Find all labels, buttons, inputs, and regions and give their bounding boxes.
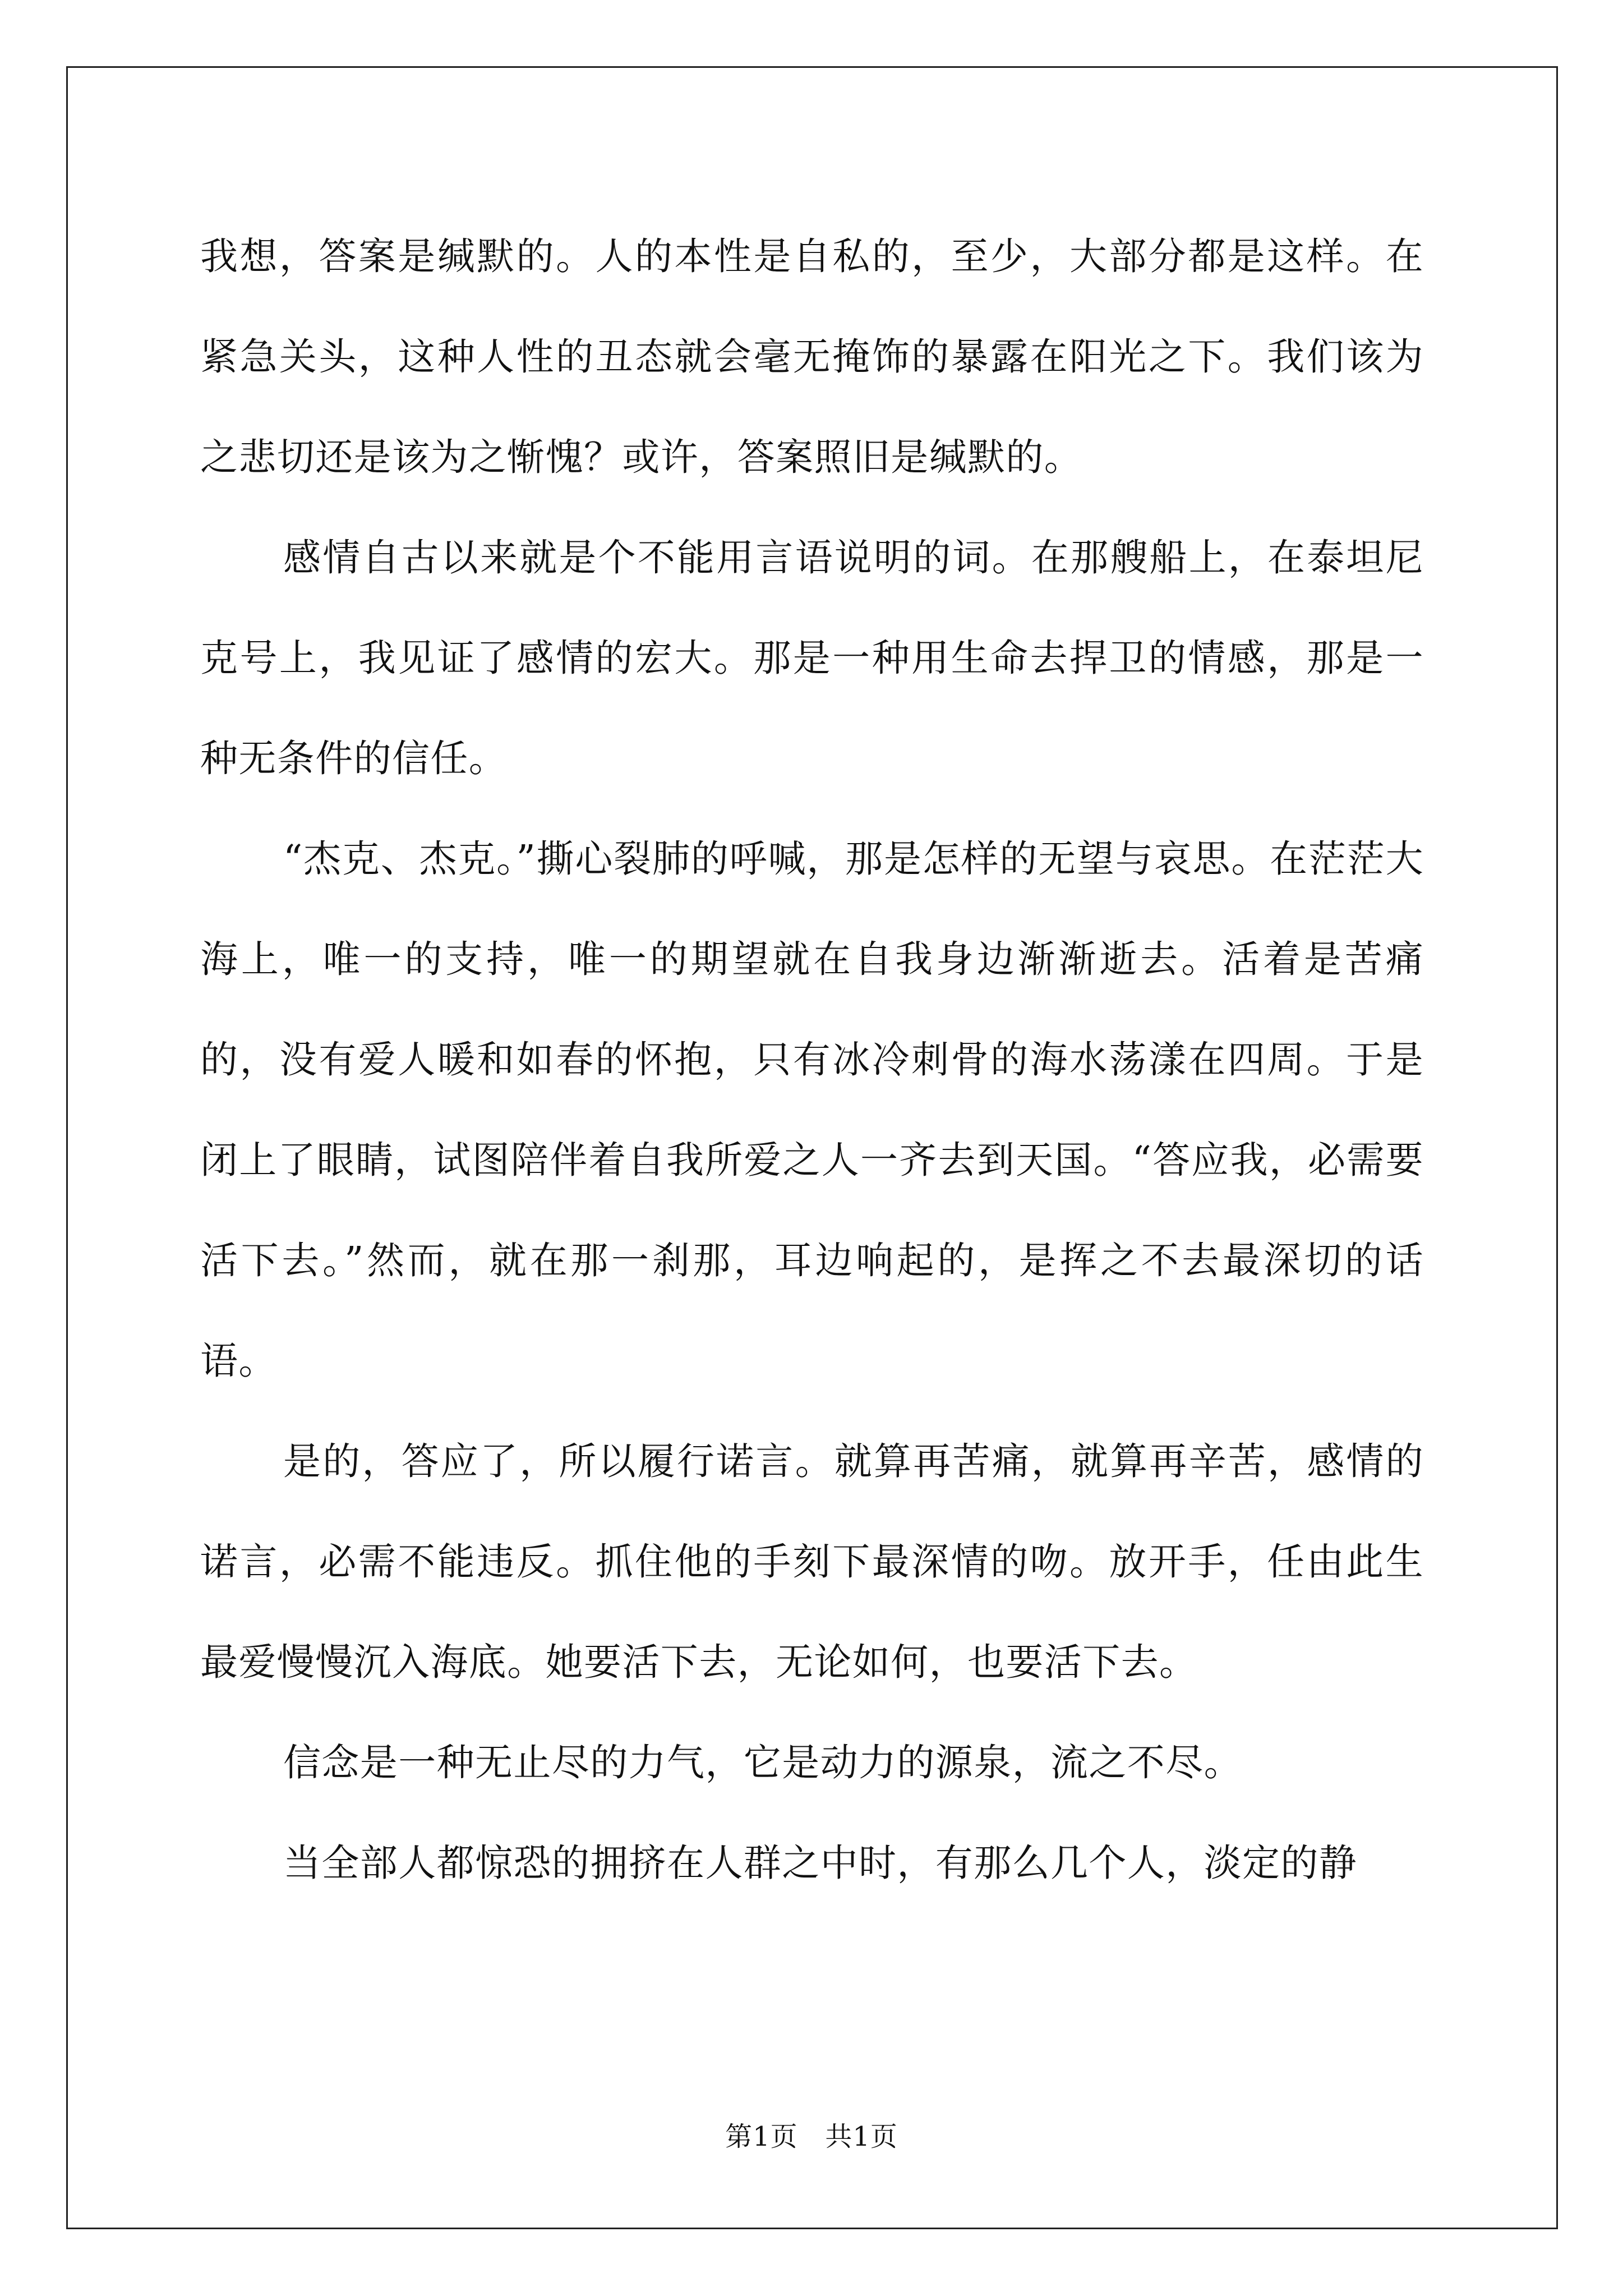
page-number: 第1页 [725, 2121, 798, 2152]
paragraph-4: 是的，答应了，所以履行诺言。就算再苦痛，就算再辛苦，感情的诺言，必需不能违反。抓住他的手刻下最深情的吻。放开手，任由此生最爱慢慢沉入海底。她要活下去，无论如何，也要活下去。 [200, 1439, 1424, 1684]
document-body [200, 206, 1424, 1913]
paragraph-6: 当全部人都惊恐的拥挤在人群之中时，有那么几个人，淡定的静 [283, 1841, 1358, 1885]
paragraph-5: 信念是一种无止尽的力气，它是动力的源泉，流之不尽。 [283, 1741, 1242, 1784]
paragraph-2: 感情自古以来就是个不能用言语说明的词。在那艘船上，在泰坦尼克号上，我见证了感情的宏大。那是一种用生命去捍卫的情感，那是一种无条件的信任。 [200, 536, 1424, 780]
paragraph-3: “杰克、杰克。”撕心裂肺的呼喊，那是怎样的无望与哀思。在茫茫大海上，唯一的支持，唯一的期望就在自我身边渐渐逝去。活着是苦痛的，没有爱人暖和如春的怀抱，只有冰冷刺骨的海水荡漾在四周。于是闭上了眼睛，试图陪伴着自我所爱之人一齐去到天国。“答应我，必需要活下去。”然而，就在那一刹那，耳边响起的，是挥之不去最深切的话语。 [200, 837, 1424, 1383]
page-footer [0, 2115, 1623, 2154]
page-total: 共1页 [825, 2121, 898, 2152]
paragraph-1: 我想，答案是缄默的。人的本性是自私的，至少，大部分都是这样。在紧急关头，这种人性的丑态就会毫无掩饰的暴露在阳光之下。我们该为之悲切还是该为之惭愧？或许，答案照旧是缄默的。 [200, 234, 1424, 479]
